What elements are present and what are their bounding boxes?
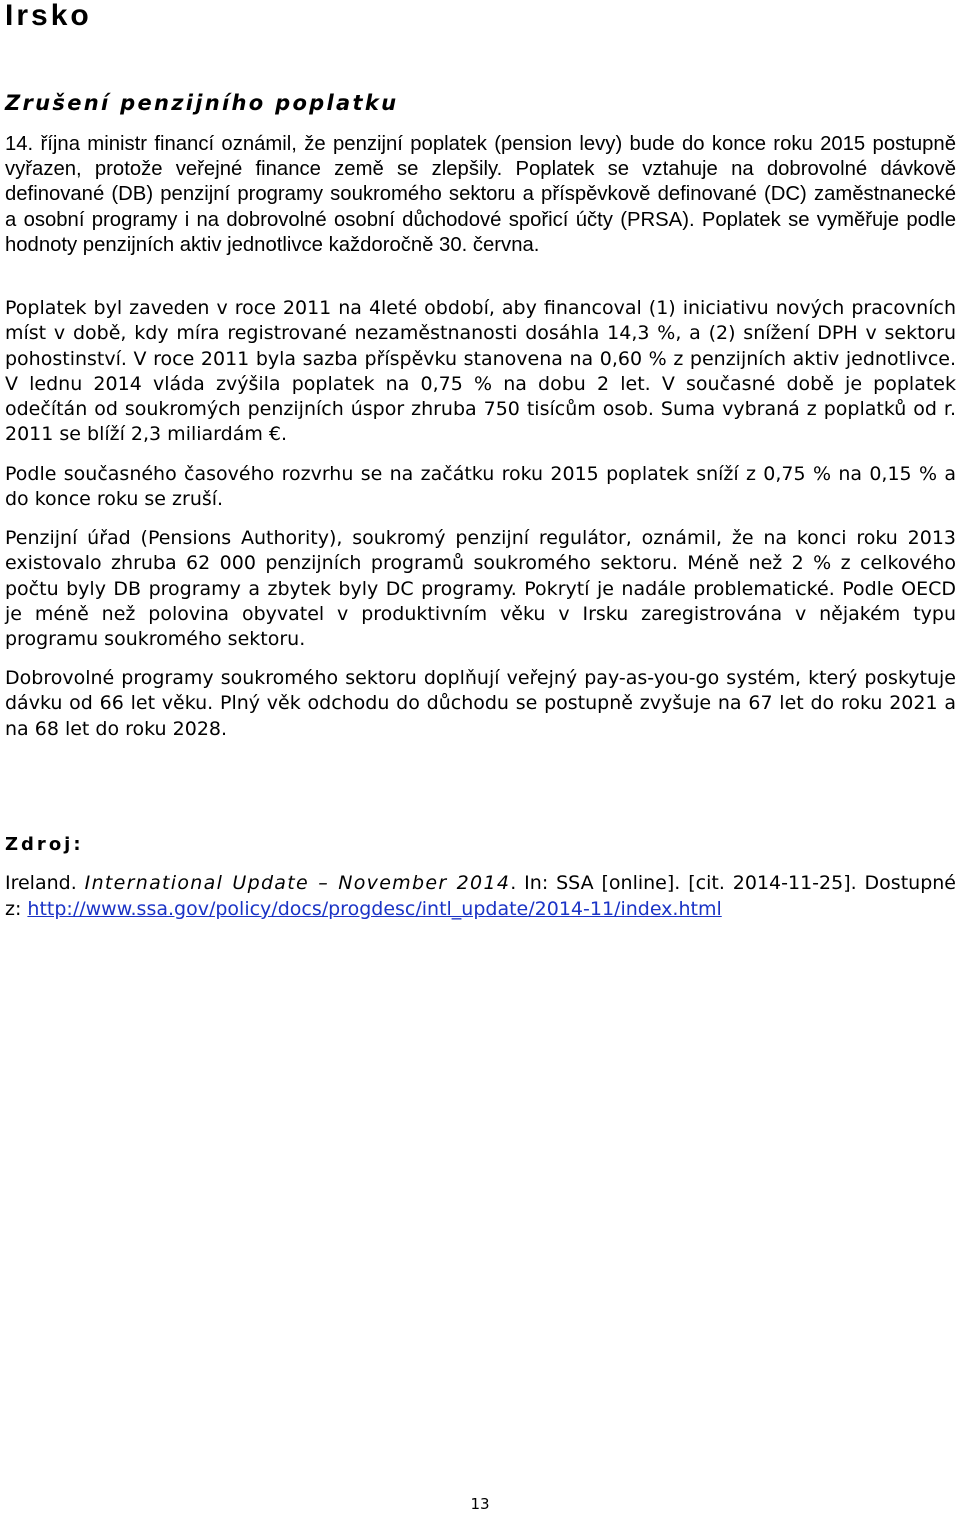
page-number: 13 [470, 1495, 490, 1513]
page-title: Irsko [5, 0, 92, 32]
source-middle: . In: SSA [online]. [cit. 2014-11-25]. Dostupné z: [5, 872, 956, 920]
source-citation [5, 870, 956, 922]
paragraph-pensions-authority: Penzijní úřad (Pensions Authority), soukromý penzijní regulátor, oznámil, že na konci roku 2013 existovalo zhruba 62 000 penzijních programů soukromého sektoru. Méně než 2 % z celkového počtu byly DB programy a zbytek byly DC programy. Pokrytí je nadále problematické. Podle OECD je méně než polovina obyvatel v produktivním věku v Irsku zaregistrována v nějakém typu programu soukromého sektoru. [5, 527, 956, 651]
source-prefix: Ireland. [5, 872, 85, 894]
section-heading: Zrušení penzijního poplatku [5, 91, 399, 115]
source-heading: Zdroj: [5, 834, 84, 855]
paragraph-levy-schedule: Podle současného časového rozvrhu se na začátku roku 2015 poplatek sníží z 0,75 % na 0,15 % a do konce roku se zruší. [5, 463, 956, 511]
source-publication-title: International Update – November 2014 [84, 872, 511, 894]
paragraph-retirement-age: Dobrovolné programy soukromého sektoru doplňují veřejný pay-as-you-go systém, který poskytuje dávku od 66 let věku. Plný věk odchodu do důchodu se postupně zvyšuje na 67 let do roku 2021 a na 68 let do roku 2028. [5, 667, 956, 740]
source-link[interactable]: http://www.ssa.gov/policy/docs/progdesc/intl_update/2014-11/index.html [27, 898, 722, 920]
paragraph-levy-history: Poplatek byl zaveden v roce 2011 na 4leté období, aby financoval (1) iniciativu nových pracovních míst v době, kdy míra registrované nezaměstnanosti dosáhla 14,3 %, a (2) snížení DPH v sektoru pohostinství. V roce 2011 byla sazba příspěvku stanovena na 0,60 % z penzijních aktiv jednotlivce. V lednu 2014 vláda zvýšila poplatek na 0,75 % na dobu 2 let. V současné době je poplatek odečítán od soukromých penzijních úspor zhruba 750 tisícům osob. Suma vybraná z poplatků od r. 2011 se blíží 2,3 miliardám €. [5, 297, 956, 446]
paragraph-levy-abolition: 14. října ministr financí oznámil, že penzijní poplatek (pension levy) bude do konce roku 2015 postupně vyřazen, protože veřejné finance země se zlepšily. Poplatek se vztahuje na dobrovolné dávkově definované (DB) penzijní programy soukromého sektoru a příspěvkově definované (DC) zaměstnanecké a osobní programy i na dobrovolné osobní důchodové spořicí účty (PRSA). Poplatek se vyměřuje podle hodnoty penzijních aktiv jednotlivce každoročně 30. června. [5, 133, 956, 256]
